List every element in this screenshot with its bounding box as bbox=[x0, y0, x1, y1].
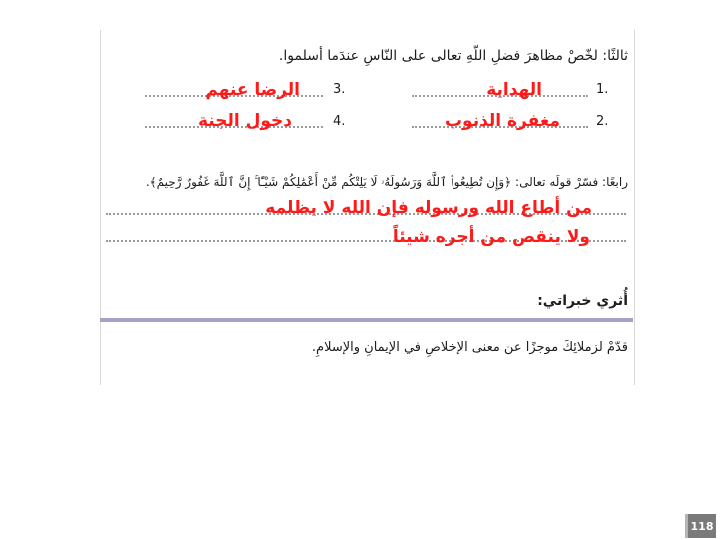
enrich-text: قدّمْ لزملائِكَ موجزًا عن معنى الإخلاصِ في الإيمانِ والإسلامِ. bbox=[311, 340, 628, 355]
section4-heading: رابعًا: فسّرْ قولَه تعالى: ﴿وَإِن تُطِيعُوا۟ ٱللَّهَ وَرَسُولَهُۥ لَا يَلِتْكُم مِّنْ أَعْمَٰلِكُمْ شَيْـًٔا ۚ إِنَّ ٱللَّهَ غَفُورٌ رَّحِيمٌ﴾. bbox=[145, 175, 628, 189]
section-divider bbox=[100, 318, 633, 322]
page-number-badge: 118 bbox=[688, 514, 716, 538]
item-number-2: 2. bbox=[596, 114, 609, 129]
item-number-4: 4. bbox=[333, 114, 346, 129]
item-number-3: 3. bbox=[333, 82, 346, 97]
explain-answer-1: من أطاع الله ورسوله فإن الله لا يظلمه bbox=[265, 198, 592, 218]
answer-2: مغفرة الذنوب bbox=[444, 111, 560, 131]
enrich-title: أُثري خبراتي: bbox=[537, 293, 628, 309]
item-number-1: 1. bbox=[596, 82, 609, 97]
answer-1: الهداية bbox=[486, 80, 542, 100]
answer-4: دخول الجنة bbox=[197, 111, 292, 131]
section3-heading: ثالثًا: لخّصْ مظاهرَ فضلِ اللّهِ تعالى على النّاسِ عندَما أسلموا. bbox=[278, 48, 628, 64]
explain-answer-2: ولا ينقص من أجره شيئاً bbox=[392, 227, 590, 247]
answer-3: الرضا عنهم bbox=[205, 80, 300, 100]
